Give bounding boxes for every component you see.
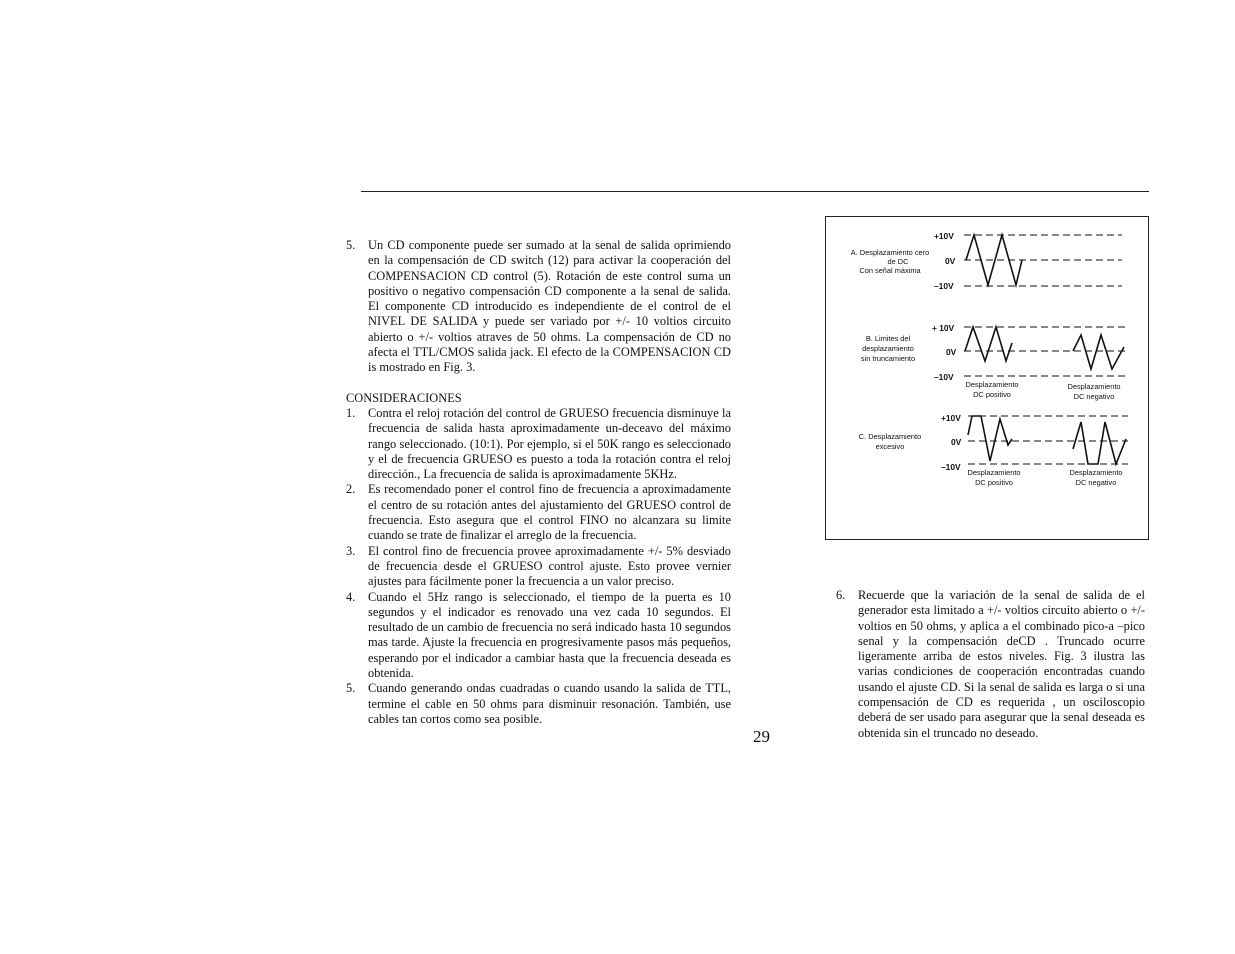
page-number: 29 (753, 727, 770, 746)
left-column (346, 238, 731, 727)
list-item (346, 544, 731, 590)
item-text: Cuando el 5Hz rango is seleccionado, el tiempo de la puerta es 10 segundos y el indicador es renovado una vez cada 10 segundos. El resultado de un cambio de frecuencia no será indicado hasta 10 segundos mas tarde. Ajuste la frecuencia en progresivamente pasos más pequeños, esperando por el indicador a cambiar hasta que la frecuencia deseada es obtenida. (368, 589, 731, 681)
figure-3 (825, 216, 1149, 540)
panel-a-volt-zero: 0V (945, 256, 956, 266)
item-number: 1. (346, 405, 356, 420)
panel-c-label-line: C. Desplazamiento (858, 432, 922, 441)
section-heading: CONSIDERACIONES (346, 390, 462, 405)
panel-c-caption-pos: Desplazamiento (967, 468, 1021, 477)
list-item (346, 482, 731, 543)
right-column (836, 588, 1145, 741)
panel-c-caption-neg: Desplazamiento (1069, 468, 1123, 477)
panel-b-caption-pos: DC positivo (973, 390, 1011, 399)
panel-b-caption-neg: Desplazamiento (1067, 382, 1121, 391)
list-item (836, 588, 1145, 741)
item-text: Recuerde que la variación de la senal de salida de el generador esta limitado a +/- voltios circuito abierto o +/- voltios en 50 ohms, y aplica a el combinado pico-a –pico senal y la compensación deCD . Truncado ocurre ligeramente arriba de estos niveles. Fig. 3 ilustra las varias condiciones de cooperación encontradas cuando usando el ajuste CD. Si la senal de salida es larga o si una compensación de CD es requerida , un osciloscopio deberá de ser usado para asegurar que la senal deseada es obtenida sin el truncado no deseado. (858, 588, 1145, 740)
panel-b-volt-minus: –10V (934, 372, 954, 382)
list-item (346, 238, 731, 376)
item-text: Cuando generando ondas cuadradas o cuando usando la salida de TTL, termine el cable en 50 ohms para disminuir resonación. También, use cables tan cortos como sea posible. (368, 681, 731, 726)
panel-c-volt-minus: –10V (941, 462, 961, 472)
panel-a-volt-plus: +10V (934, 231, 954, 241)
panel-a-label-line: de DC (887, 257, 909, 266)
item-text: Contra el reloj rotación del control de GRUESO frecuencia disminuye la frecuencia de salida hasta aproximadamente un-deceavo del máximo rango seleccionado. (10:1). Por ejemplo, si el 50K rango es seleccionado y el de frecuencia GRUESO es puesto a toda la rotación contra el reloj dirección., La frecuencia de salida is aproximadamente 5KHz. (368, 405, 731, 482)
panel-c-volt-plus: +10V (941, 413, 961, 423)
panel-a-label-line: A. Desplazamiento cero (850, 248, 930, 257)
item-number: 4. (346, 589, 356, 604)
panel-c-negative-waveform (1073, 422, 1126, 464)
panel-c-positive-waveform (968, 416, 1012, 461)
item-number: 2. (346, 482, 356, 497)
item-text: El control fino de frecuencia provee aproximadamente +/- 5% desviado de frecuencia desde el GRUESO control ajuste. Esto provee vernier ajustes para fácilmente poner la frecuencia a un valor preciso. (368, 543, 731, 589)
panel-c-volt-zero: 0V (951, 437, 962, 447)
panel-b-negative-waveform (1073, 335, 1124, 369)
list-item (346, 590, 731, 682)
panel-b-label-line: desplazamiento (862, 344, 914, 353)
item-number: 5. (346, 238, 356, 252)
item-text: Es recomendado poner el control fino de frecuencia a aproximadamente el centro de su rotación antes del ajustamiento del GRUESO control de frecuencia. Esto asegura que el control FINO no alcanzara su limite cuando se trate de finalizar el arreglo de la frecuencia. (368, 482, 731, 543)
panel-b-caption-pos: Desplazamiento (965, 380, 1019, 389)
item-number: 5. (346, 681, 356, 696)
panel-b-positive-waveform (965, 327, 1012, 361)
item-text: Un CD componente puede ser sumado at la senal de salida oprimiendo en la compensación de CD switch (12) para activar la cooperación del COMPENSACION CD control (5). Rotación de este control suma un positivo o negativo compensación CD componente a la senal de salida. El componente CD introducido es independiente de el control de el NIVEL DE SALIDA y puede ser variado por +/- 10 voltios circuito abierto o +/- voltios atraves de 50 ohms. La compensación de CD no afecta el TTL/CMOS salida jack. El efecto de la COMPENSACION CD is mostrado en Fig. 3. (368, 238, 731, 375)
panel-b-volt-zero: 0V (946, 347, 957, 357)
panel-a-label-line: Con señal máxima (859, 266, 921, 275)
panel-b-caption-neg: DC negativo (1073, 392, 1115, 401)
list-item (346, 681, 731, 727)
panel-b-volt-plus: + 10V (932, 323, 955, 333)
list-item (346, 406, 731, 482)
panel-c-label-line: excesivo (875, 442, 905, 451)
panel-c-caption-neg: DC negativo (1075, 478, 1117, 487)
panel-c-caption-pos: DC positivo (975, 478, 1013, 487)
panel-a-volt-minus: –10V (934, 281, 954, 291)
item-number: 6. (836, 588, 846, 602)
item-number: 3. (346, 543, 356, 558)
panel-b-label-line: B. Limites del (865, 334, 911, 343)
panel-b-label-line: sin truncamiento (860, 354, 916, 363)
waveform-diagram (826, 217, 1148, 539)
header-rule (361, 191, 1149, 192)
